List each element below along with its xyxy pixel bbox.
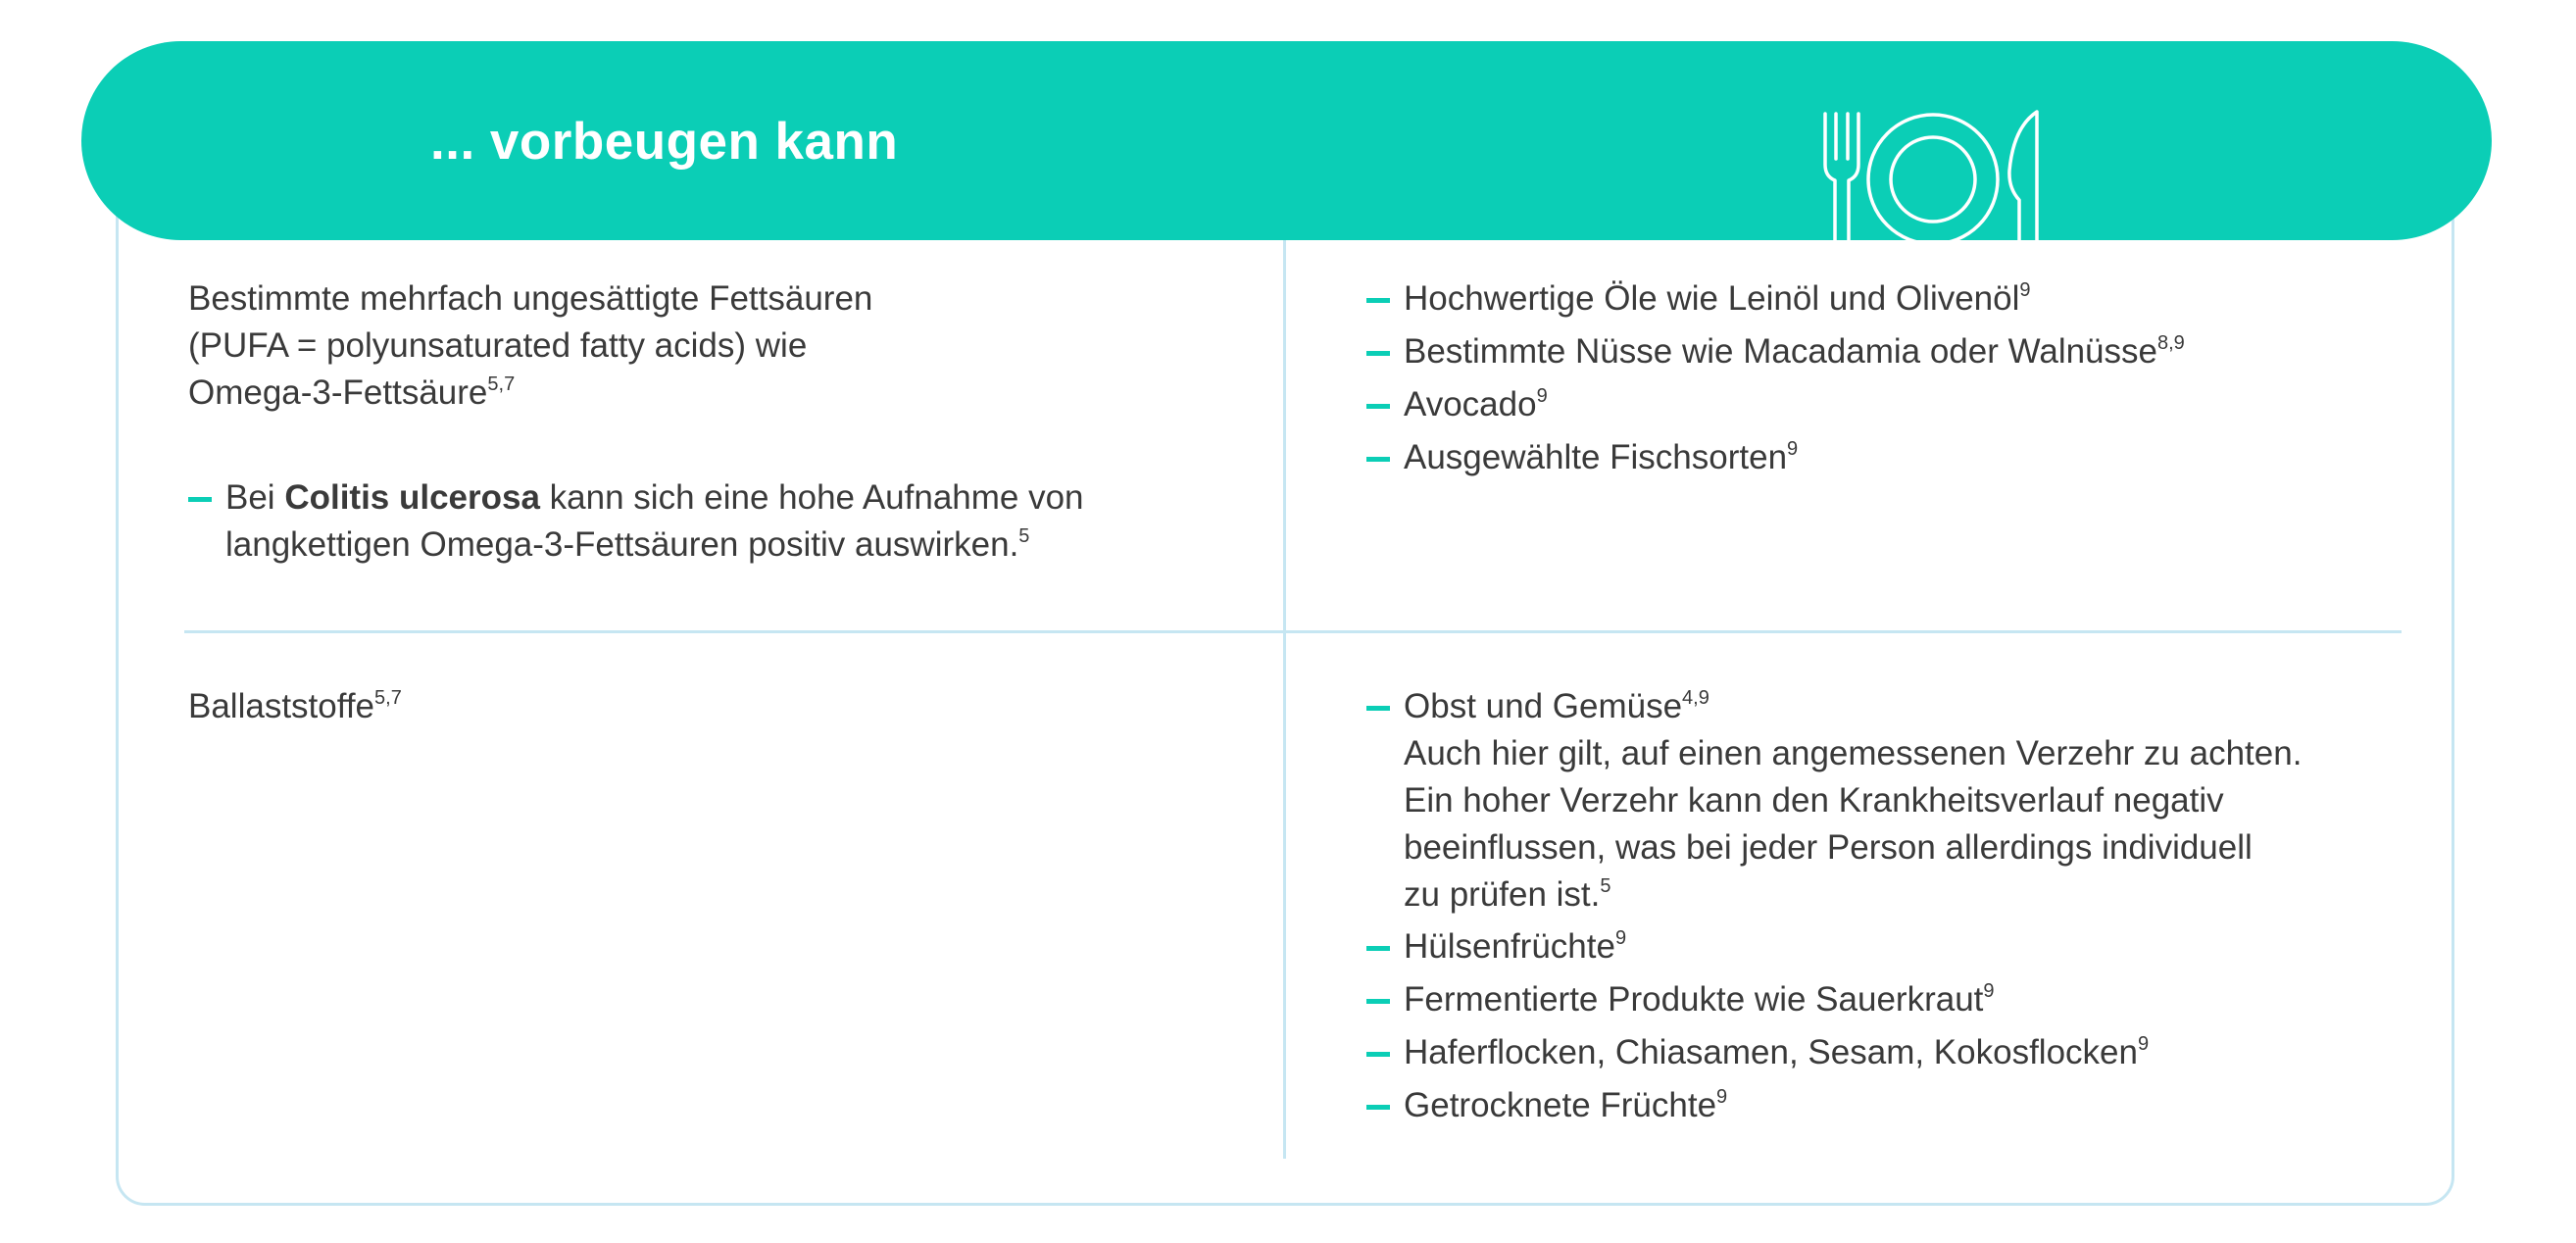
- pufa-heading-line: Omega-3-Fettsäure: [188, 373, 488, 412]
- footnote-ref: 5: [1600, 875, 1611, 897]
- footnote-ref: 9: [1716, 1086, 1728, 1108]
- fiber-heading: [188, 683, 402, 730]
- header-title: ... vorbeugen kann: [430, 113, 899, 171]
- list-item-text: Getrocknete Früchte: [1404, 1086, 1717, 1124]
- list-item-text: Avocado: [1404, 385, 1537, 423]
- detail-line: zu prüfen ist.: [1404, 875, 1601, 914]
- detail-line: beeinflussen, was bei jeder Person allerdings individuell: [1404, 828, 2253, 867]
- footnote-ref: 9: [1536, 385, 1548, 407]
- footnote-ref: 9: [1787, 438, 1799, 460]
- dash-bullet: [1366, 706, 1390, 711]
- colitis-note-prefix: Bei: [225, 478, 285, 517]
- list-item-text: Hochwertige Öle wie Leinöl und Olivenöl: [1404, 279, 2020, 318]
- footnote-ref: 4,9: [1682, 687, 1709, 709]
- detail-line: Ein hoher Verzehr kann den Krankheitsverlauf negativ: [1404, 781, 2224, 820]
- footnote-ref: 5,7: [487, 373, 516, 395]
- list-item-text: Ausgewählte Fischsorten: [1404, 438, 1788, 476]
- footnote-ref: 9: [1983, 980, 1995, 1002]
- footnote-ref: 8,9: [2157, 332, 2185, 354]
- dash-bullet: [1366, 351, 1390, 356]
- footnote-ref: 5: [1018, 525, 1030, 547]
- dash-bullet: [188, 497, 212, 502]
- footnote-ref: 9: [2019, 279, 2031, 301]
- pufa-heading-line: Bestimmte mehrfach ungesättigte Fettsäuren: [188, 279, 873, 318]
- footnote-ref: 9: [2137, 1033, 2150, 1055]
- colitis-note-rest: kann sich eine hohe Aufnahme von: [539, 478, 1084, 517]
- dash-bullet: [1366, 404, 1390, 409]
- list-item-text: Bestimmte Nüsse wie Macadamia oder Walnüsse: [1404, 332, 2157, 371]
- list-item-text: Hülsenfrüchte: [1404, 927, 1615, 966]
- list-item-text: Obst und Gemüse: [1404, 687, 1683, 725]
- pufa-heading-line: (PUFA = polyunsaturated fatty acids) wie: [188, 326, 808, 365]
- list-item-text: Haferflocken, Chiasamen, Sesam, Kokosflocken: [1404, 1033, 2138, 1071]
- dash-bullet: [1366, 1052, 1390, 1057]
- dash-bullet: [1366, 999, 1390, 1004]
- dash-bullet: [1366, 946, 1390, 951]
- column-divider: [1283, 240, 1286, 1159]
- footnote-ref: 9: [1614, 927, 1627, 949]
- detail-line: Auch hier gilt, auf einen angemessenen Verzehr zu achten.: [1404, 734, 2303, 772]
- fiber-heading-text: Ballaststoffe: [188, 687, 375, 725]
- pufa-heading: [188, 275, 872, 417]
- fork-plate-knife-icon: [1823, 110, 2049, 249]
- colitis-note-bold: Colitis ulcerosa: [284, 478, 540, 517]
- row-divider: [184, 630, 2402, 633]
- footnote-ref: 5,7: [374, 687, 402, 709]
- dash-bullet: [1366, 298, 1390, 303]
- dash-bullet: [1366, 1105, 1390, 1110]
- list-item-text: Fermentierte Produkte wie Sauerkraut: [1404, 980, 1984, 1019]
- colitis-note-line2: langkettigen Omega-3-Fettsäuren positiv auswirken.: [225, 525, 1019, 564]
- header-banner: [81, 41, 2492, 240]
- dash-bullet: [1366, 457, 1390, 462]
